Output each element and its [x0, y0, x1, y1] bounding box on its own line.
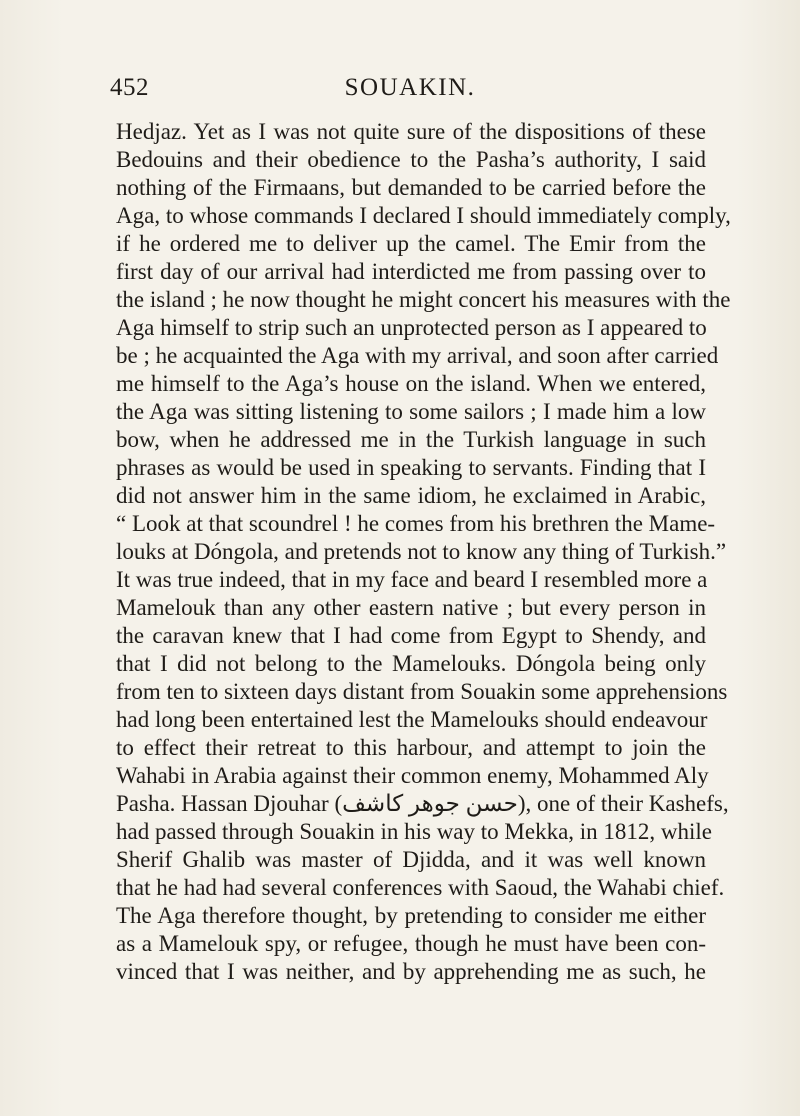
- text-line: phrases as would be used in speaking to servants. Finding that I: [116, 455, 706, 480]
- text-line: first day of our arrival had interdicted me from passing over to: [116, 259, 706, 284]
- text-line: Bedouins and their obedience to the Pasha’s authority, I said: [116, 147, 706, 172]
- text-line: as a Mamelouk spy, or refugee, though he must have been con-: [116, 931, 706, 956]
- text-line: from ten to sixteen days distant from Souakin some apprehensions: [116, 679, 728, 704]
- text-line: Wahabi in Arabia against their common enemy, Mohammed Aly: [116, 763, 709, 788]
- text-line: had passed through Souakin in his way to Mekka, in 1812, while: [116, 819, 713, 844]
- text-line: the Aga was sitting listening to some sailors ; I made him a low: [116, 399, 706, 424]
- text-line: Aga, to whose commands I declared I should immediately comply,: [116, 203, 731, 228]
- text-line: nothing of the Firmaans, but demanded to be carried before the: [116, 175, 706, 200]
- text-line: Sherif Ghalib was master of Djidda, and it was well known: [116, 847, 706, 872]
- text-line: Hedjaz. Yet as I was not quite sure of the dispositions of these: [116, 119, 706, 144]
- body-text: [116, 118, 731, 986]
- text-line: if he ordered me to deliver up the camel. The Emir from the: [116, 231, 706, 256]
- text-line: that he had had several conferences with Saoud, the Wahabi chief.: [116, 875, 725, 900]
- text-line: Pasha. Hassan Djouhar (حسن جوهر كاشف), one of their Kashefs,: [116, 791, 729, 816]
- text-line: the caravan knew that I had come from Egypt to Shendy, and: [116, 623, 706, 648]
- text-line: did not answer him in the same idiom, he exclaimed in Arabic,: [116, 483, 706, 508]
- running-head: [110, 74, 710, 108]
- text-line: the island ; he now thought he might concert his measures with the: [116, 287, 731, 312]
- text-line: It was true indeed, that in my face and beard I resembled more a: [116, 567, 708, 592]
- text-line: “ Look at that scoundrel ! he comes from his brethren the Mame-: [116, 511, 716, 536]
- text-line: vinced that I was neither, and by apprehending me as such, he: [116, 959, 706, 984]
- text-line: louks at Dóngola, and pretends not to know any thing of Turkish.”: [116, 539, 727, 564]
- text-line: Aga himself to strip such an unprotected person as I appeared to: [116, 315, 707, 340]
- text-line: Mamelouk than any other eastern native ; but every person in: [116, 595, 706, 620]
- text-line: had long been entertained lest the Mamelouks should endeavour: [116, 707, 708, 732]
- text-line: to effect their retreat to this harbour, and attempt to join the: [116, 735, 706, 760]
- text-line: The Aga therefore thought, by pretending to consider me either: [116, 903, 706, 928]
- page-number: 452: [110, 74, 149, 101]
- running-title: SOUAKIN.: [344, 74, 476, 101]
- text-line: me himself to the Aga’s house on the island. When we entered,: [116, 371, 706, 396]
- text-line: be ; he acquainted the Aga with my arrival, and soon after carried: [116, 343, 719, 368]
- text-line: that I did not belong to the Mamelouks. Dóngola being only: [116, 651, 706, 676]
- text-line: bow, when he addressed me in the Turkish language in such: [116, 427, 706, 452]
